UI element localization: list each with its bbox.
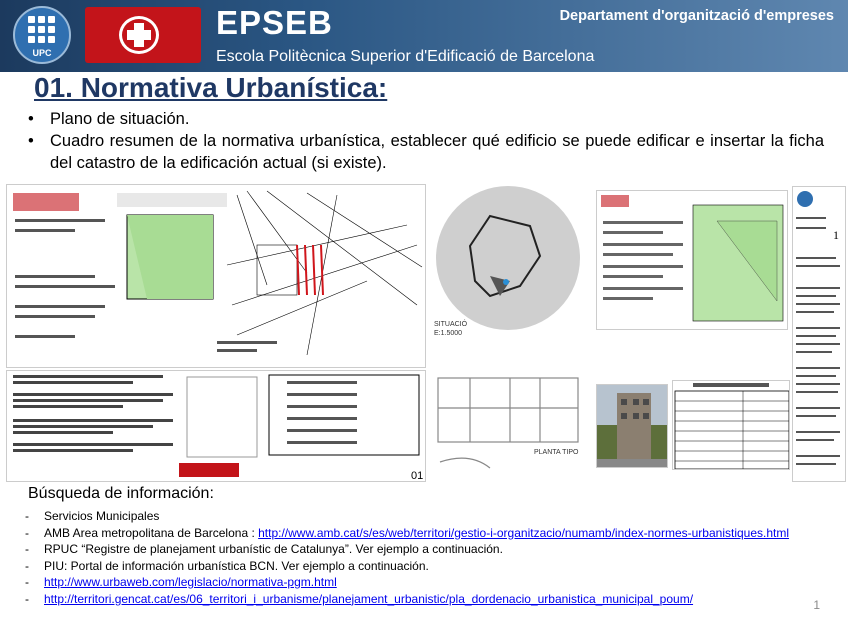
list-item: - Servicios Municipales xyxy=(22,508,822,525)
urbaweb-link[interactable]: http://www.urbaweb.com/legislacio/normativa-pgm.html xyxy=(44,575,337,589)
situation-map-image xyxy=(430,186,590,342)
search-source-list xyxy=(22,508,822,607)
floor-plan-image xyxy=(430,372,590,482)
cadastre-sheet-image xyxy=(596,190,788,330)
page-title: 01. Normativa Urbanística: xyxy=(34,72,388,103)
list-item xyxy=(22,574,822,591)
gencat-poum-link[interactable]: http://territori.gencat.cat/es/06_territori_i_urbanisme/planejament_urbanistic/pla_dordenacio_urbanistica_municipal_poum/ xyxy=(44,591,694,606)
bullet-list xyxy=(24,108,824,174)
svg-text:SITUACIÓ: SITUACIÓ xyxy=(434,321,468,328)
header-banner xyxy=(0,0,848,72)
urban-plan-sheet-image xyxy=(6,184,426,368)
building-photo-image xyxy=(596,384,668,468)
epseb-logo xyxy=(85,7,201,63)
school-title: EPSEB xyxy=(216,4,333,41)
plan-title-block-image xyxy=(792,186,846,482)
normative-summary-image xyxy=(6,370,426,482)
svg-text:1: 1 xyxy=(833,228,839,242)
bullet-item: • Cuadro resumen de la normativa urbanística, establecer qué edificio se puede edificar e insertar la ficha del catastro de la edificación actual (si existe). xyxy=(24,130,824,174)
page-number: 1 xyxy=(813,598,820,612)
department-name: Departament d'organització d'empreses xyxy=(559,8,834,24)
upc-logo-label: UPC xyxy=(32,48,52,58)
svg-text:01: 01 xyxy=(411,470,424,482)
urban-parameters-table-image xyxy=(672,380,790,470)
search-section-title: Búsqueda de información: xyxy=(28,485,214,502)
amb-normative-link[interactable]: http://www.amb.cat/s/es/web/territori/gestio-i-organitzacio/numamb/index-normes-urbanistiques.html xyxy=(258,525,790,540)
bullet-item: • Plano de situación. xyxy=(24,108,824,130)
svg-text:E:1.5000: E:1.5000 xyxy=(434,330,463,337)
list-item: - RPUC “Registre de planejament urbanístic de Catalunya”. Ver ejemplo a continuación. xyxy=(22,541,822,558)
list-item: - AMB Area metropolitana de Barcelona : http://www.amb.cat/s/es/web/territori/gestio-i-organitzacio/numamb/index-normes-urbanistiques.html xyxy=(22,525,822,542)
list-item xyxy=(22,591,822,608)
school-subtitle: Escola Politècnica Superior d'Edificació de Barcelona xyxy=(216,48,595,65)
upc-logo xyxy=(13,6,71,64)
svg-text:PLANTA TIPO: PLANTA TIPO xyxy=(534,449,579,456)
list-item: - PIU: Portal de información urbanística BCN. Ver ejemplo a continuación. xyxy=(22,558,822,575)
